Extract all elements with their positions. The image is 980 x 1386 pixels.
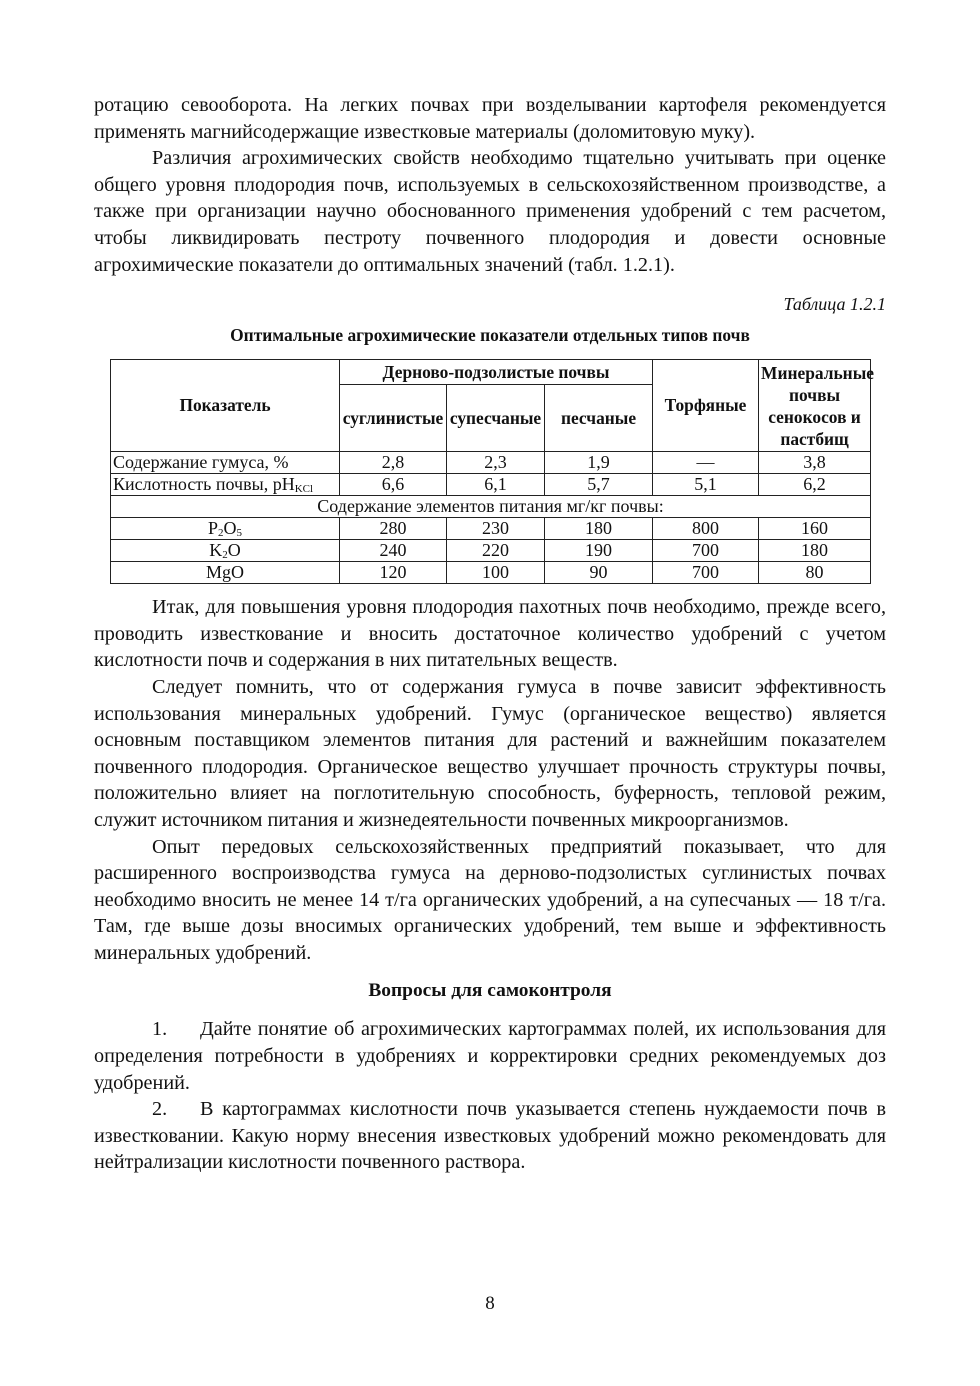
table-row xyxy=(111,452,871,474)
cell: 80 xyxy=(759,562,871,584)
cell: 700 xyxy=(653,562,759,584)
paragraph: Опыт передовых сельскохозяйственных предприятий показывает, что для расширенного воспроизводства гумуса на дерново-подзолистых суглинистых почвах необходимо вносить не менее 14 т/га органических удобрений, а на супесчаных — 18 т/га. Там, где выше дозы вносимых органических удобрений, тем выше и эффективность минеральных удобрений. xyxy=(94,835,886,964)
cell: 180 xyxy=(759,540,871,562)
row-label xyxy=(111,474,340,496)
cell: 3,8 xyxy=(759,452,871,474)
table-row xyxy=(111,518,871,540)
formula-sub: 2 xyxy=(222,549,228,562)
cell: — xyxy=(653,452,759,474)
cell: 6,2 xyxy=(759,474,871,496)
question-item xyxy=(94,1096,886,1176)
formula-sub: 2 xyxy=(218,527,224,540)
page-body xyxy=(94,92,886,1176)
formula-part: O xyxy=(223,518,237,539)
cell: 5,7 xyxy=(545,474,653,496)
questions-heading: Вопросы для самоконтроля xyxy=(368,980,612,1002)
cell: 220 xyxy=(447,540,545,562)
table-title: Оптимальные агрохимические показатели отдельных типов почв xyxy=(230,325,750,346)
cell: 120 xyxy=(340,562,447,584)
agrochemical-table xyxy=(110,359,874,584)
header-loamy: суглинистые xyxy=(340,385,447,452)
header-mineral: Минеральные почвы сенокосов и пастбищ xyxy=(759,360,871,452)
paragraph: ротацию севооборота. На легких почвах при возделывании картофеля рекомендуется применять магнийсодержащие известковые материалы (доломитовую муку). xyxy=(94,94,886,143)
header-sandy-loam: супесчаные xyxy=(447,385,545,452)
cell: 90 xyxy=(545,562,653,584)
cell: 6,6 xyxy=(340,474,447,496)
cell: 5,1 xyxy=(653,474,759,496)
question-number: 2. xyxy=(152,1098,168,1121)
cell: 1,9 xyxy=(545,452,653,474)
cell: 240 xyxy=(340,540,447,562)
cell: 800 xyxy=(653,518,759,540)
row-label: MgO xyxy=(111,562,340,584)
cell: 700 xyxy=(653,540,759,562)
cell: 6,1 xyxy=(447,474,545,496)
cell: 2,3 xyxy=(447,452,545,474)
row-label: Содержание гумуса, % xyxy=(111,452,340,474)
question-number: 1. xyxy=(152,1018,168,1041)
cell: 190 xyxy=(545,540,653,562)
header-sod-podzolic: Дерново-подзолистые почвы xyxy=(340,360,653,385)
header-indicator: Показатель xyxy=(111,360,340,452)
formula-part: K xyxy=(209,540,223,561)
cell: 180 xyxy=(545,518,653,540)
cell: 2,8 xyxy=(340,452,447,474)
row-label-main: Кислотность почвы, pH xyxy=(113,474,295,495)
cell: 230 xyxy=(447,518,545,540)
table-section-row xyxy=(111,496,871,518)
page-number: 8 xyxy=(485,1293,495,1314)
formula-part: P xyxy=(207,518,218,539)
row-label xyxy=(111,540,340,562)
cell: 100 xyxy=(447,562,545,584)
cell: 160 xyxy=(759,518,871,540)
paragraph: Различия агрохимических свойств необходимо тщательно учитывать при оценке общего уровня плодородия почв, используемых в сельскохозяйственном производстве, а также при организации научно обоснованного применения удобрений с тем расчетом, чтобы ликвидировать пестроту почвенного плодородия и довести основные агрохимические показатели до оптимальных значений (табл. 1.2.1). xyxy=(94,147,886,276)
header-peat: Торфяные xyxy=(653,360,759,452)
table-row xyxy=(111,540,871,562)
question-text: В картограммах кислотности почв указывается степень нуждаемости почв в известковании. Какую норму внесения известковых удобрений можно рекомендовать для нейтрализации кислотности почвенного раствора. xyxy=(94,1098,886,1174)
cell: 280 xyxy=(340,518,447,540)
table-row xyxy=(111,562,871,584)
formula-sub: 5 xyxy=(236,527,242,540)
table-row xyxy=(111,474,871,496)
table-caption: Таблица 1.2.1 xyxy=(783,294,886,315)
question-item xyxy=(94,1016,886,1096)
row-label xyxy=(111,518,340,540)
formula-part: O xyxy=(227,540,241,561)
paragraph: Следует помнить, что от содержания гумуса в почве зависит эффективность использования минеральных удобрений. Гумус (органическое вещество) является основным поставщиком элементов питания для растений и важнейшим показателем почвенного плодородия. Органическое вещество улучшает прочность структуры почвы, положительно влияет на поглотительную способность, буферность, тепловой режим, служит источником питания и жизнедеятельности почвенных микроорганизмов. xyxy=(94,675,886,831)
header-sandy: песчаные xyxy=(545,385,653,452)
row-label-sub: KCl xyxy=(294,483,314,496)
section-label: Содержание элементов питания мг/кг почвы: xyxy=(111,496,871,518)
question-text: Дайте понятие об агрохимических картограммах полей, их использования для определения потребности в удобрениях и корректировки средних рекомендуемых доз удобрений. xyxy=(94,1018,886,1094)
paragraph: Итак, для повышения уровня плодородия пахотных почв необходимо, прежде всего, проводить известкование и вносить достаточное количество удобрений с учетом кислотности почв и содержания в них питательных веществ. xyxy=(94,596,886,672)
